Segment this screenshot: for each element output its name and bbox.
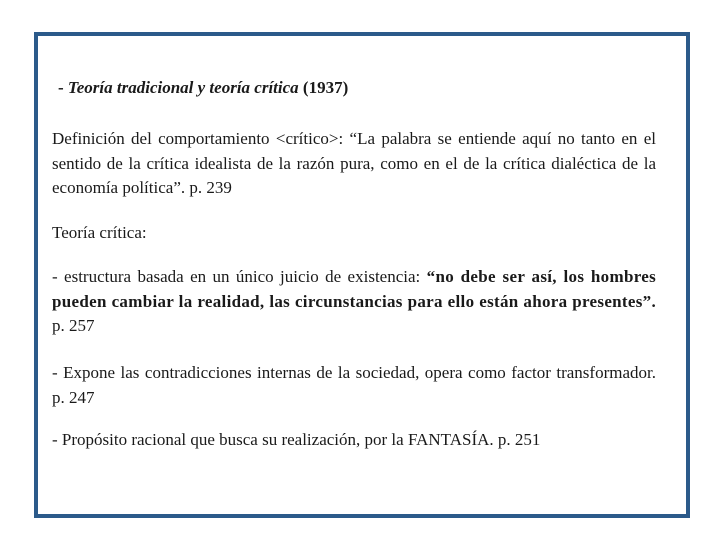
structure-prefix: - estructura basada en un único juicio de existencia: xyxy=(52,267,427,286)
section-heading xyxy=(58,78,348,98)
contradictions-paragraph: - Expone las contradicciones internas de la sociedad, opera como factor transformador. p. 247 xyxy=(52,363,656,407)
critical-theory-label: Teoría crítica: xyxy=(52,223,147,242)
structure-quote: “no debe ser así, los hombres pueden cambiar la realidad, las circunstancias para ello están ahora presentes”. xyxy=(52,267,657,311)
heading-dash: - xyxy=(58,78,68,97)
definition-paragraph: Definición del comportamiento <crítico>: “La palabra se entiende aquí no tanto en el sentido de la crítica idealista de la razón pura, como en el de la crítica dialéctica de la economía política”. p. 239 xyxy=(52,129,656,197)
heading-year: (1937) xyxy=(298,78,349,97)
structure-paragraph xyxy=(52,265,656,339)
purpose-paragraph: - Propósito racional que busca su realización, por la FANTASÍA. p. 251 xyxy=(52,430,541,449)
heading-title: Teoría tradicional y teoría crítica xyxy=(67,78,299,97)
structure-page-ref: p. 257 xyxy=(52,316,95,335)
